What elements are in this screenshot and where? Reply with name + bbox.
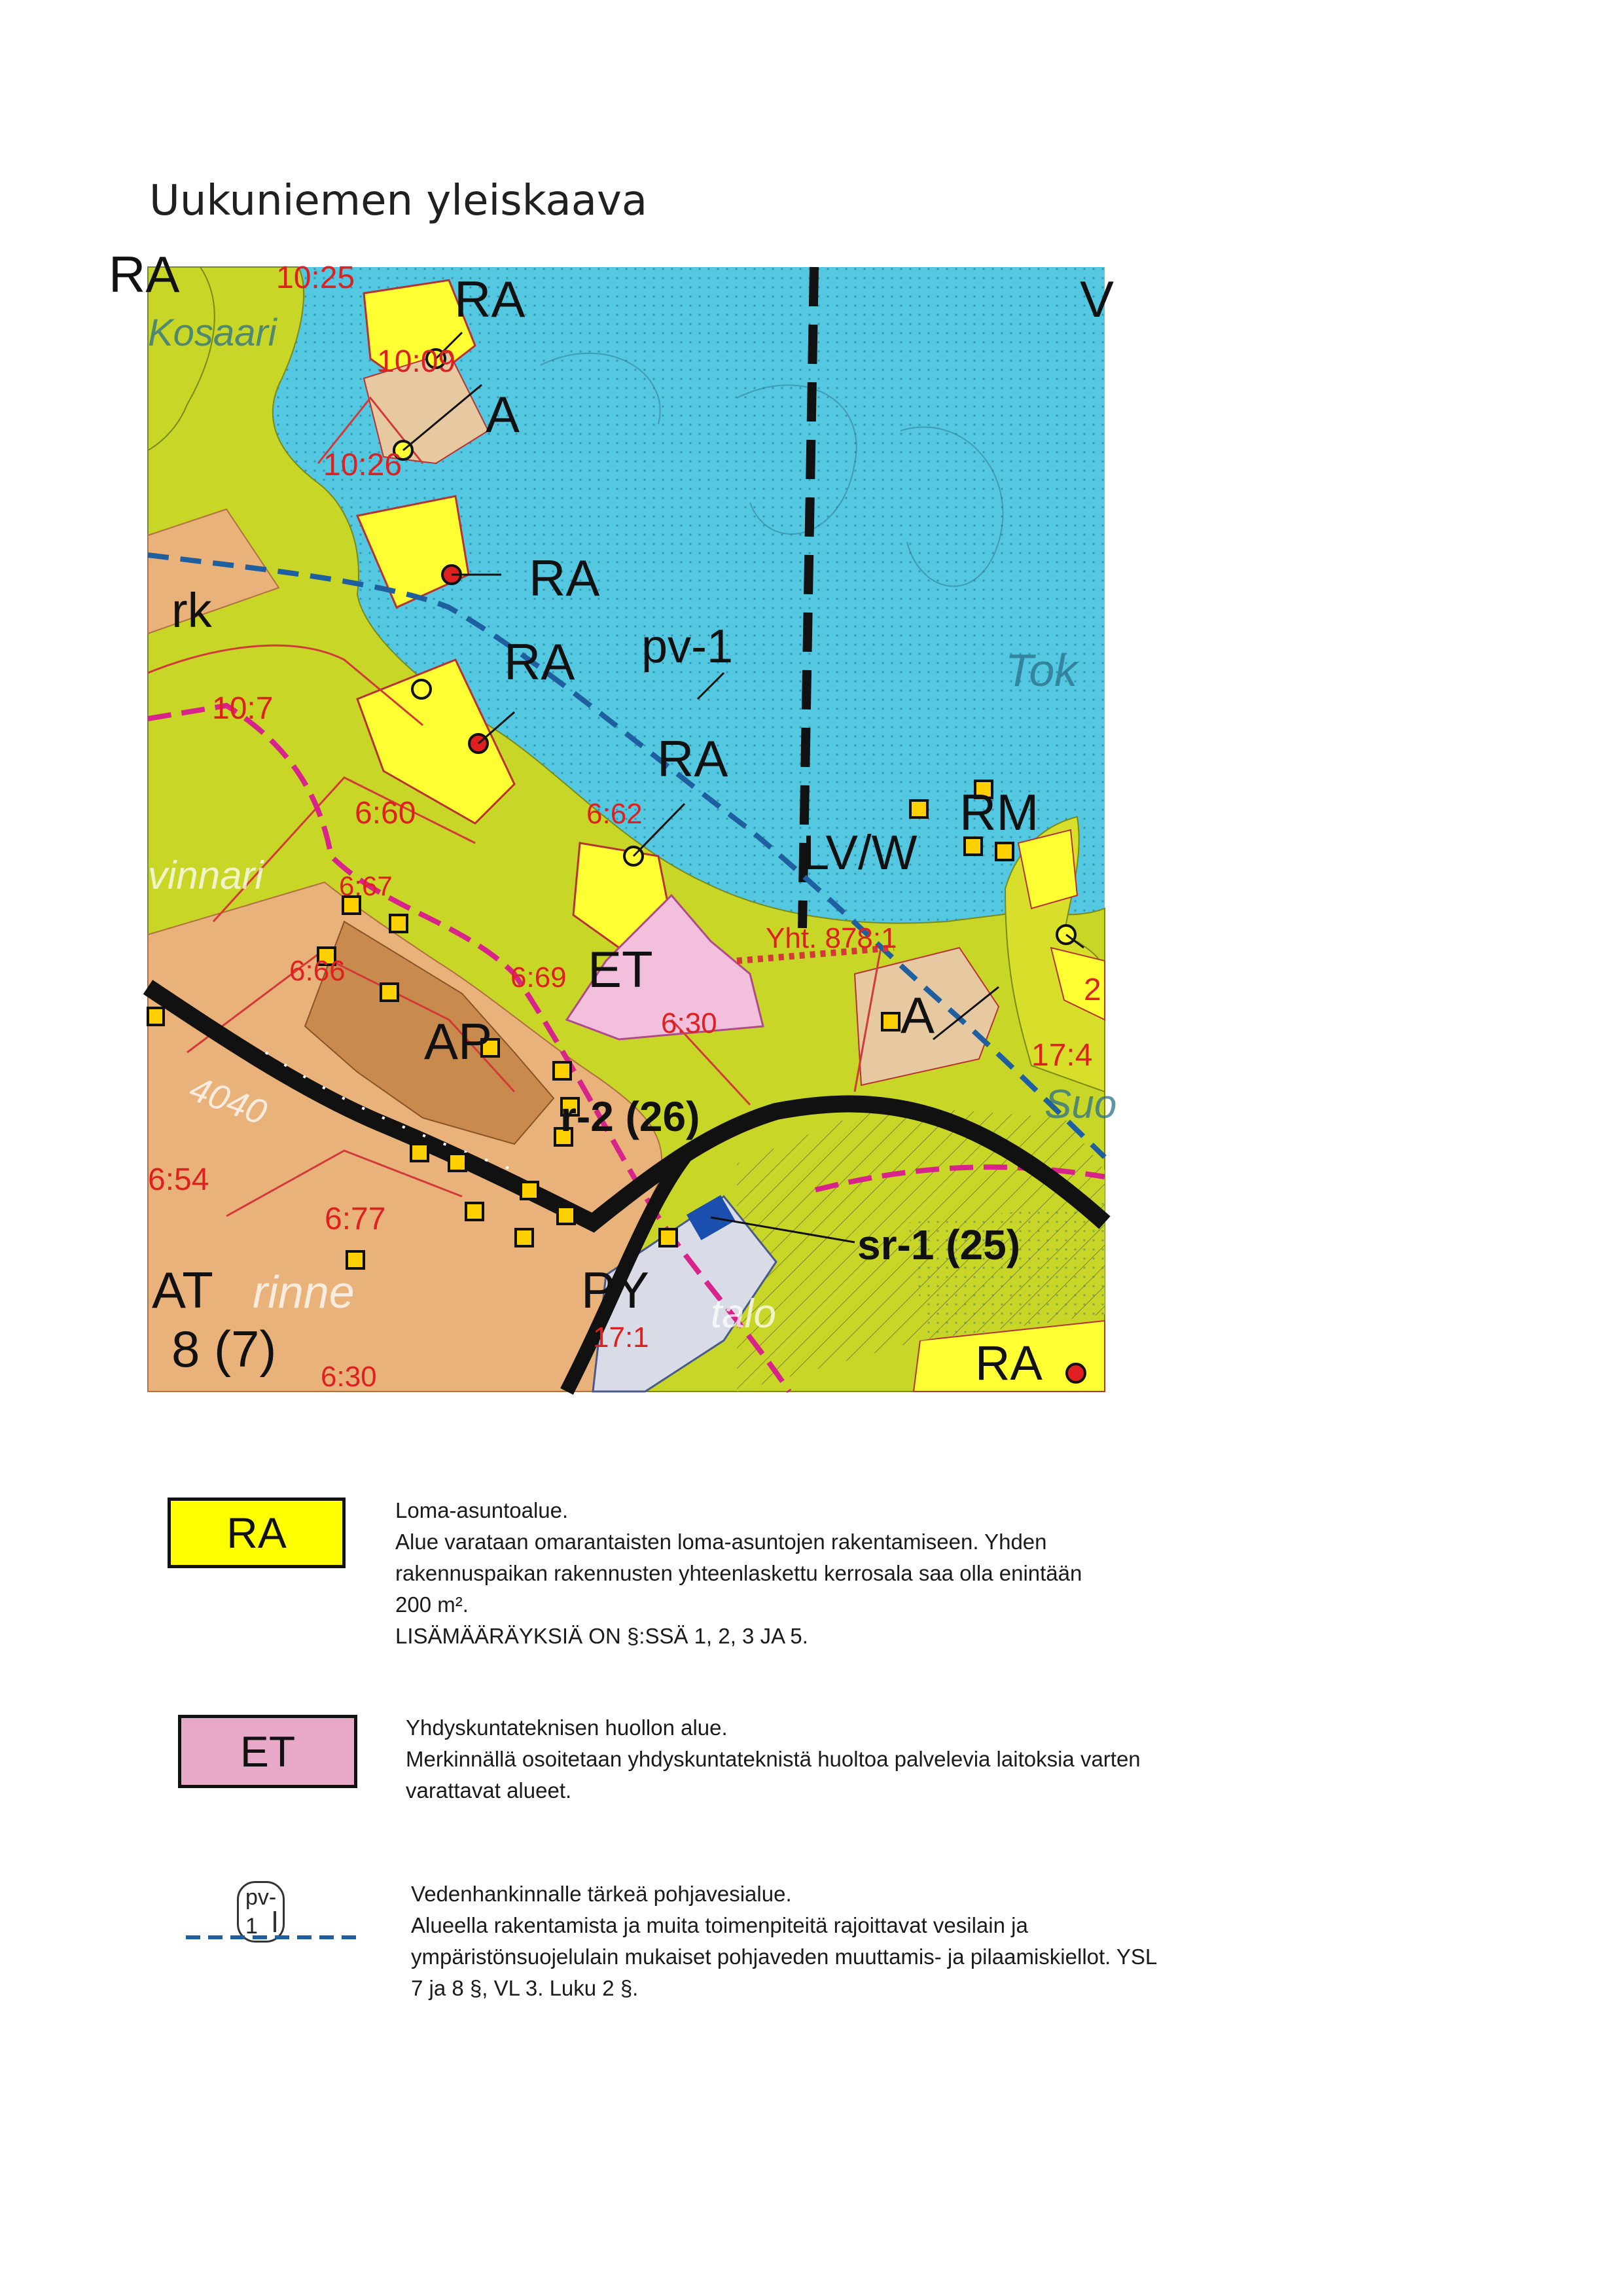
label-pv: pv-1 (641, 620, 734, 673)
label-ra-left: RA (109, 245, 180, 303)
place-name: Kosaari (148, 312, 277, 354)
ra-marker-circle (412, 680, 431, 698)
parcel-number: 6:77 (325, 1202, 386, 1236)
legend-et-swatch: ET (178, 1715, 357, 1788)
place-name: Tok (1005, 645, 1078, 696)
legend-ra-line: Alue varataan omarantaisten loma-asuntojen rakentamiseen. Yhden (395, 1530, 1047, 1554)
label-rm: RM (959, 783, 1039, 841)
place-name: vinnari (148, 853, 264, 897)
legend-ra-swatch: RA (168, 1498, 346, 1568)
map-canvas (109, 245, 1117, 1393)
parcel-number: 10:7 (212, 691, 274, 726)
label-et: ET (588, 941, 653, 998)
page-title: Uukuniemen yleiskaava (149, 177, 648, 225)
parcel-number: 10:26 (323, 448, 402, 482)
legend-pv-badge: pv-1 (237, 1881, 285, 1943)
label-ra-bottom: RA (975, 1336, 1043, 1390)
parcel-number: 6:60 (355, 796, 416, 831)
label-ap: AP (424, 1013, 493, 1070)
building-square (660, 1229, 677, 1246)
label-r2: r-2 (26) (560, 1093, 700, 1140)
legend-pv-line-text: Alueella rakentamista ja muita toimenpiteitä rajoittavat vesilain ja (411, 1913, 1028, 1937)
label-at: AT (152, 1261, 213, 1319)
label-ra-low: RA (657, 730, 728, 787)
parcel-number: 17:1 (593, 1321, 649, 1354)
label-at-num: 8 (7) (171, 1320, 277, 1378)
label-a-top: A (486, 386, 520, 443)
legend-pv-line (183, 1911, 366, 1950)
parcel-number: 6:54 (148, 1162, 209, 1197)
legend-pv-line-text: 7 ja 8 §, VL 3. Luku 2 §. (411, 1976, 639, 2000)
building-square (466, 1203, 483, 1220)
building-square (411, 1144, 428, 1161)
place-name: talo (711, 1291, 776, 1336)
building-square (996, 843, 1013, 860)
label-rk: rk (171, 583, 212, 637)
ra-marker-red (1067, 1364, 1085, 1382)
parcel-number: 6:30 (661, 1007, 717, 1039)
legend-ra-line: rakennuspaikan rakennusten yhteenlaskettu kerrosala saa olla enintään (395, 1561, 1082, 1585)
label-lvw: LV/W (802, 825, 918, 880)
place-name: rinne (253, 1266, 355, 1318)
label-sr1: sr-1 (25) (857, 1221, 1020, 1268)
legend-et-line: Yhdyskuntateknisen huollon alue. (406, 1715, 728, 1740)
legend-pv-text (411, 1878, 1157, 2004)
building-square (882, 1013, 899, 1030)
label-ra-mid2: RA (504, 633, 575, 691)
building-square (521, 1182, 538, 1199)
building-square (381, 984, 398, 1001)
label-py: PY (581, 1261, 650, 1319)
building-square (554, 1062, 571, 1079)
parcel-number: Yht. 878:1 (766, 922, 897, 954)
parcel-number: 6:30 (321, 1361, 377, 1393)
building-square (449, 1154, 466, 1171)
building-square (390, 915, 407, 932)
building-square (516, 1229, 533, 1246)
parcel-number: 10:09 (377, 344, 456, 379)
legend-ra-line: Loma-asuntoalue. (395, 1498, 569, 1522)
parcel-number: 6:62 (586, 798, 643, 830)
legend-ra-line: 200 m². (395, 1592, 469, 1617)
place-name: Suo (1044, 1082, 1117, 1127)
building-square (148, 1008, 164, 1025)
legend-et-line: Merkinnällä osoitetaan yhdyskuntateknistä huoltoa palvelevia laitoksia varten (406, 1747, 1141, 1771)
building-square (910, 800, 927, 817)
parcel-number: 10:25 (276, 260, 355, 295)
legend-et-line: varattavat alueet. (406, 1778, 572, 1803)
parcel-number: 2 (1084, 973, 1101, 1007)
legend-ra-text (395, 1495, 1082, 1652)
legend-pv-line-text: ympäristönsuojelulain mukaiset pohjaveden muuttamis- ja pilaamiskiellot. YSL (411, 1945, 1158, 1969)
legend-pv-line-text: Vedenhankinnalle tärkeä pohjavesialue. (411, 1882, 792, 1906)
master-plan-map[interactable] (109, 245, 1117, 1393)
parcel-number: 6:66 (289, 955, 346, 987)
legend-et-text (406, 1712, 1141, 1806)
label-a-right: A (901, 986, 935, 1044)
label-ra-mid: RA (529, 549, 600, 607)
label-v: V (1080, 270, 1115, 328)
building-square (558, 1207, 575, 1224)
parcel-number: 6:67 (339, 870, 393, 901)
parcel-number: 17:4 (1031, 1038, 1093, 1073)
legend-ra-line: LISÄMÄÄRÄYKSIÄ ON §:SSÄ 1, 2, 3 JA 5. (395, 1624, 808, 1648)
parcel-number: 6:69 (510, 961, 567, 994)
label-ra-top: RA (454, 270, 526, 328)
place-name: 4040 (184, 1068, 272, 1133)
